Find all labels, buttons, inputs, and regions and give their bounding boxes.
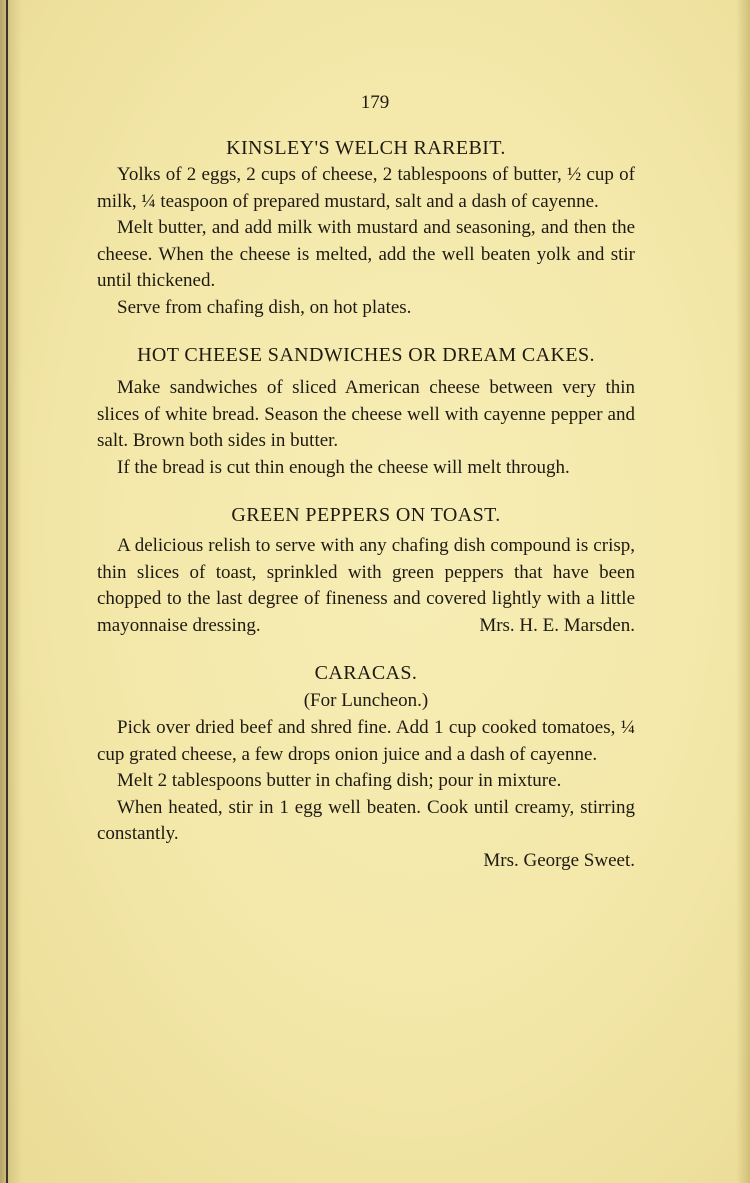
- recipe-paragraph: [97, 533, 635, 639]
- recipe-title: GREEN PEPPERS ON TOAST.: [231, 504, 501, 526]
- recipe-paragraph: Pick over dried beef and shred fine. Add 1 cup cooked tomatoes, ¼ cup grated cheese, a few drops onion juice and a dash of cayenne.: [97, 717, 635, 765]
- recipe-paragraph: Melt 2 tablespoons butter in chafing dish; pour in mixture.: [117, 770, 562, 791]
- recipe-paragraph: Serve from chafing dish, on hot plates.: [117, 296, 412, 318]
- recipe-paragraph: Yolks of 2 eggs, 2 cups of cheese, 2 tablespoons of butter, ½ cup of milk, ¼ teaspoon of prepared mustard, salt and a dash of cayenne.: [97, 164, 635, 212]
- page-number: 179: [360, 92, 390, 113]
- recipe-title: KINSLEY'S WELCH RAREBIT.: [226, 137, 506, 159]
- recipe-signature: Mrs. George Sweet.: [483, 849, 635, 871]
- recipe-signature: Mrs. H. E. Marsden.: [479, 614, 635, 636]
- recipe-title: HOT CHEESE SANDWICHES OR DREAM CAKES.: [137, 344, 595, 366]
- page-edge-line: [6, 0, 8, 1183]
- recipe-green-peppers-on-toast: [97, 501, 635, 639]
- recipe-content: [97, 134, 635, 874]
- recipe-paragraph-text: A delicious relish to serve with any chafing dish compound is crisp, thin slices of toast, sprinkled with green peppers that have been chopped to the last degree of fineness and covered lightly with a little mayonnaise dressing.: [97, 535, 635, 636]
- recipe-paragraph: If the bread is cut thin enough the cheese will melt through.: [117, 456, 570, 478]
- recipe-hot-cheese-sandwiches: [97, 341, 635, 481]
- recipe-subtitle: (For Luncheon.): [303, 690, 429, 711]
- recipe-welch-rarebit: [97, 134, 635, 321]
- recipe-paragraph: Melt butter, and add milk with mustard and seasoning, and then the cheese. When the cheese is melted, add the well beaten yolk and stir until thickened.: [97, 217, 635, 291]
- binding-shadow: [0, 0, 22, 1183]
- recipe-caracas: [97, 659, 635, 874]
- recipe-title: CARACAS.: [314, 662, 418, 684]
- page-right-edge: [736, 0, 750, 1183]
- recipe-paragraph: When heated, stir in 1 egg well beaten. Cook until creamy, stirring constantly.: [97, 796, 635, 844]
- recipe-paragraph: Make sandwiches of sliced American cheese between very thin slices of white bread. Season the cheese well with cayenne pepper and salt. Brown both sides in butter.: [97, 377, 635, 451]
